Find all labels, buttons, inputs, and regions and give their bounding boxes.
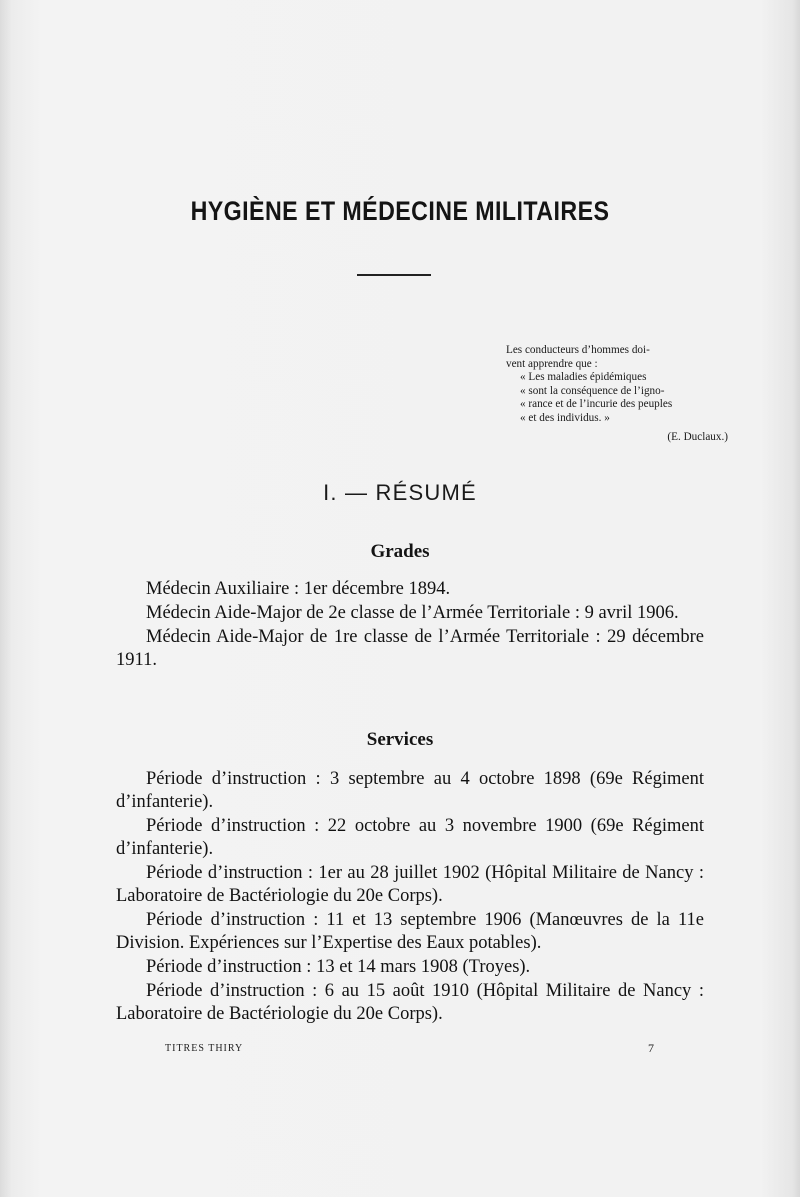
page-title: HYGIÈNE ET MÉDECINE MILITAIRES (190, 196, 610, 226)
grades-paragraph: Médecin Auxiliaire : 1er décembre 1894. (146, 579, 451, 599)
epigraph-line: vent apprendre que : (506, 357, 598, 370)
epigraph-line: « rance et de l’incurie des peuples (520, 398, 673, 411)
epigraph-line: Les conducteurs d’hommes doi- (506, 344, 650, 356)
title-divider (357, 274, 431, 276)
footer-running-title: TITRES THIRY (165, 1043, 244, 1054)
grades-paragraph: Médecin Aide-Major de 1re classe de l’Armée Territoriale : 29 décembre 1911. (116, 627, 704, 670)
grades-heading: Grades (370, 541, 430, 562)
page-number: 7 (648, 1041, 654, 1055)
services-paragraph: Période d’instruction : 6 au 15 août 1910 (Hôpital Militaire de Nancy : Laboratoire de Bactériologie du 20e Corps). (116, 981, 704, 1024)
grades-body (116, 578, 704, 673)
services-paragraph: Période d’instruction : 1er au 28 juillet 1902 (Hôpital Militaire de Nancy : Laboratoire de Bactériologie du 20e Corps). (116, 863, 704, 906)
services-paragraph: Période d’instruction : 13 et 14 mars 1908 (Troyes). (146, 957, 531, 977)
grades-paragraph: Médecin Aide-Major de 2e classe de l’Armée Territoriale : 9 avril 1906. (146, 603, 679, 623)
services-paragraph: Période d’instruction : 11 et 13 septembre 1906 (Manœuvres de la 11e Division. Expériences sur l’Expertise des Eaux potables). (116, 910, 704, 953)
services-paragraph: Période d’instruction : 22 octobre au 3 novembre 1900 (69e Régiment d’infanterie). (116, 816, 704, 859)
epigraph (506, 344, 734, 444)
epigraph-line: « et des individus. » (520, 411, 610, 424)
services-heading: Services (366, 729, 434, 750)
epigraph-line: « Les maladies épidémiques (520, 371, 647, 384)
section-heading: I. — RÉSUMÉ (323, 480, 477, 505)
epigraph-line: « sont la conséquence de l’igno- (520, 384, 665, 397)
services-paragraph: Période d’instruction : 3 septembre au 4 octobre 1898 (69e Régiment d’infanterie). (116, 769, 704, 812)
services-body (116, 768, 704, 1027)
epigraph-attribution: (E. Duclaux.) (667, 430, 728, 443)
